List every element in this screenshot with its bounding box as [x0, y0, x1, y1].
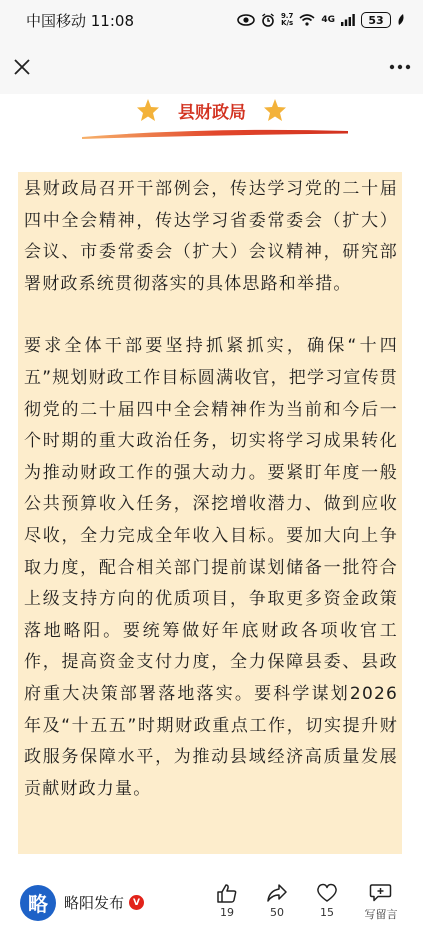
verified-badge: V [129, 895, 144, 910]
bottom-bar [0, 876, 423, 929]
share-arrow-icon [266, 883, 288, 903]
speed-value: 9.7 [280, 12, 294, 20]
network-speed [281, 13, 293, 27]
account-name[interactable]: 略阳发布 [64, 894, 125, 912]
status-bar [0, 0, 423, 40]
article-paragraph-1: 县财政局召开干部例会，传达学习党的二十届四中全会精神，传达学习省委常委会（扩大）会议、市委常委会（扩大）会议精神，研究部署财政系统贯彻落实的具体思路和举措。 [24, 179, 398, 294]
article-paragraph-2: 要求全体干部要坚持抓紧抓实，确保“十四五”规划财政工作目标圆满收官，把学习宣传贯彻党的二十届四中全会精神作为当前和今后一个时期的重大政治任务，切实将学习成果转化为推动财政工作的强大动力。要紧盯年度一般公共预算收入任务，深挖增收潜力、做到应收尽收，全力完成全年收入目标。要加大向上争取力度，配合相关部门提前谋划储备一批符合上级支持方向的优质项目，争取更多资金政策落地略阳。要统筹做好年底财政各项收官工作，提高资金支付力度，全力保障县委、县政府重大决策部署落地落实。要科学谋划2026年及“十五五”时期财政重点工作，切实提升财政服务保障水平，为推动县域经济高质量发展贡献财政力量。 [24, 336, 399, 799]
top-bar [0, 40, 423, 94]
action-group [209, 883, 403, 922]
share-button[interactable] [259, 883, 295, 922]
alarm-icon [261, 13, 275, 27]
section-header [0, 94, 423, 154]
section-title: 县财政局 [178, 103, 246, 123]
charging-leaf-icon [397, 14, 405, 26]
favorite-count: 15 [320, 906, 334, 919]
star-icon-right [263, 98, 287, 122]
star-icon-left [136, 98, 160, 122]
eye-icon [237, 14, 255, 26]
comment-button[interactable] [359, 883, 403, 922]
status-icons [237, 12, 405, 28]
article-body [18, 172, 402, 854]
carrier-time: 中国移动 11:08 [26, 11, 134, 30]
more-icon[interactable] [389, 64, 411, 70]
wifi-icon [299, 14, 315, 26]
account-avatar[interactable]: 略 [20, 885, 56, 921]
like-count: 19 [220, 906, 234, 919]
comment-label: 写留言 [364, 908, 398, 921]
heart-icon [316, 883, 338, 903]
network-type: 4G [321, 15, 335, 25]
header-swoosh [80, 124, 350, 144]
thumbs-up-icon [216, 883, 238, 903]
battery-level: 53 [361, 12, 391, 28]
share-count: 50 [270, 906, 284, 919]
favorite-button[interactable] [309, 883, 345, 922]
like-button[interactable] [209, 883, 245, 922]
comment-plus-icon [369, 883, 393, 903]
signal-icon [341, 14, 355, 26]
speed-unit: K/s [281, 19, 294, 27]
close-icon[interactable] [12, 57, 32, 77]
article-content [0, 94, 423, 854]
